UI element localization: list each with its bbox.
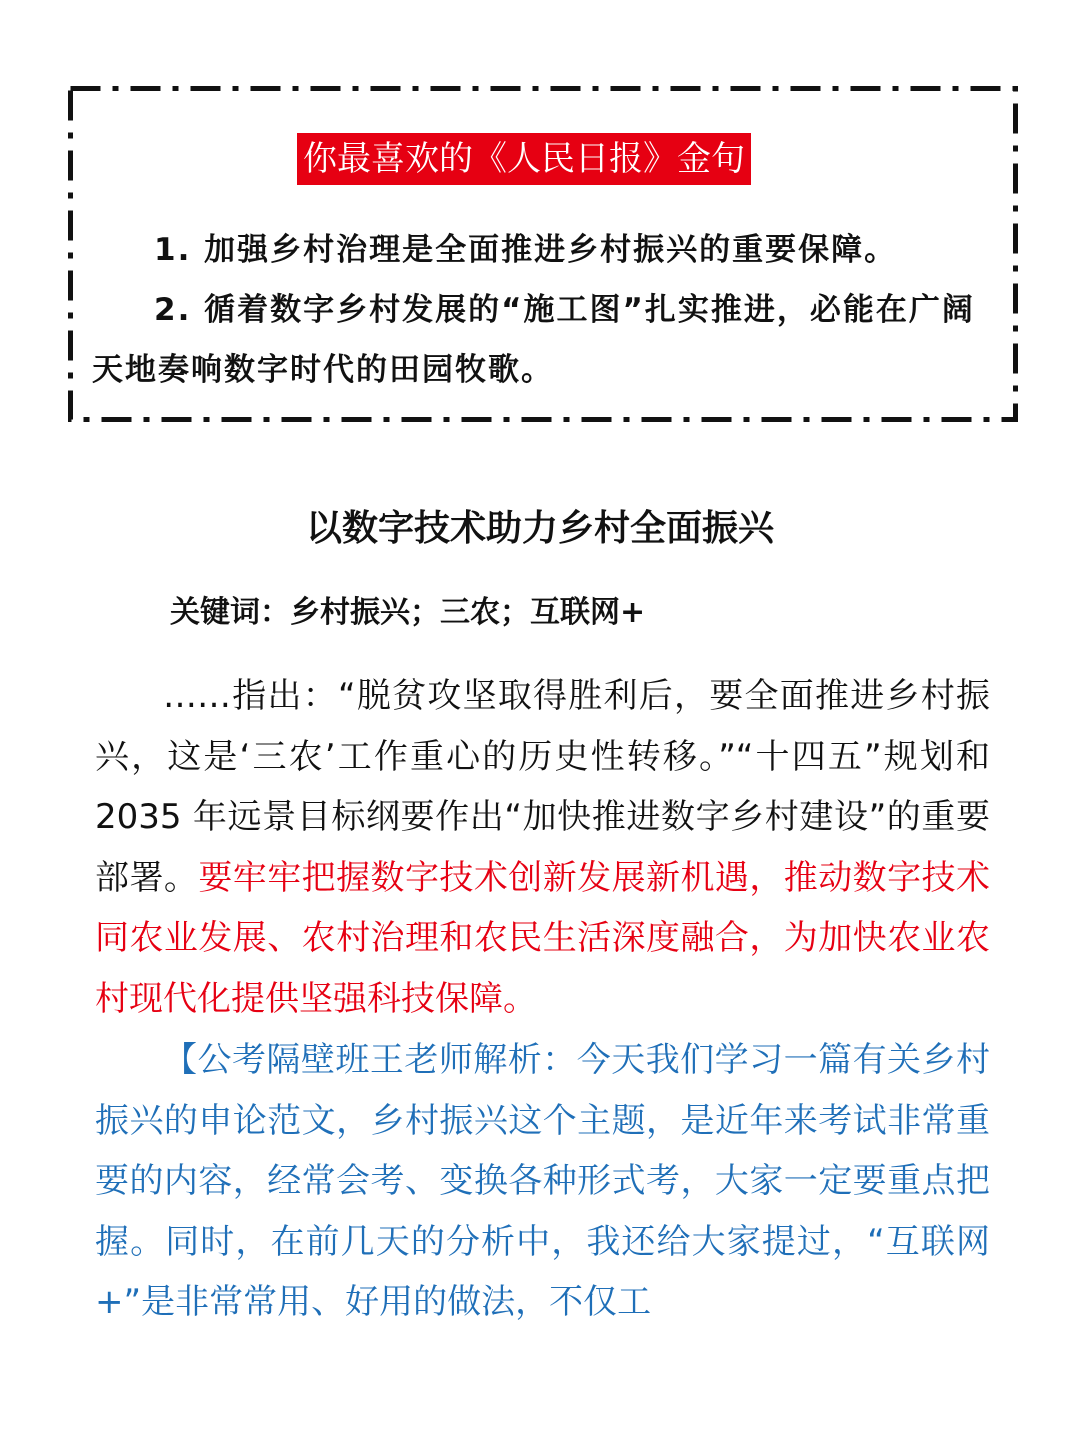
analysis-paragraph: 【公考隔壁班王老师解析：今天我们学习一篇有关乡村振兴的申论范文，乡村振兴这个主题，是近年来考试非常重要的内容，经常会考、变换各种形式考，大家一定要重点把握。同时，在前几天的分析中，我还给大家提过，“互联网+”是非常常用、好用的做法，不仅工 <box>95 1040 990 1322</box>
highlight-text: 要牢牢把握数字技术创新发展新机遇，推动数字技术同农业发展、农村治理和农民生活深度融合，为加快农业农村现代化提供坚强科技保障。 <box>95 857 991 1019</box>
body-paragraph <box>95 666 990 1029</box>
article-title: 以数字技术助力乡村全面振兴 <box>305 508 774 549</box>
quote-item: 1. 加强乡村治理是全面推进乡村振兴的重要保障。 <box>154 232 898 268</box>
quote-list <box>92 220 1002 400</box>
quote-item: 2. 循着数字乡村发展的“施工图”扎实推进，必能在广阔天地奏响数字时代的田园牧歌。 <box>92 292 975 388</box>
body-text: ……指出：“脱贫攻坚取得胜利后，要全面推进乡村振兴，这是‘三农’工作重心的历史性转移。”“十四五”规划和 2035 年远景目标纲要作出“加快推进数字乡村建设”的重要部署。 <box>95 676 990 898</box>
quote-title: 你最喜欢的《人民日报》金句 <box>297 133 751 185</box>
keywords: 关键词：乡村振兴；三农；互联网+ <box>170 595 646 630</box>
